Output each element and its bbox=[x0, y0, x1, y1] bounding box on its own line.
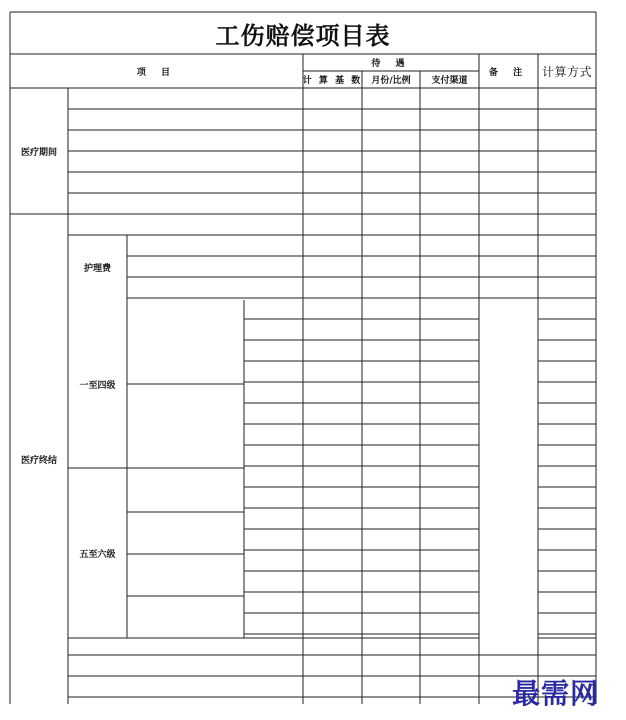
group-nursing-fee: 护理费 bbox=[83, 264, 111, 274]
header-method: 计算方式 bbox=[541, 64, 592, 79]
group-grade-5-6: 五至六级 bbox=[79, 549, 116, 560]
group-medical-end: 医疗终结 bbox=[20, 455, 57, 466]
header-channel: 支付渠道 bbox=[431, 76, 468, 86]
group-grade-1-4: 一至四级 bbox=[79, 380, 116, 391]
header-base: 计 算 基 数 bbox=[302, 76, 363, 86]
header-remark: 备 注 bbox=[488, 67, 529, 78]
group-medical-period: 医疗期间 bbox=[20, 147, 57, 158]
header-item: 项 目 bbox=[136, 67, 177, 78]
header-benefit: 待 遇 bbox=[371, 59, 411, 69]
header-ratio: 月份/比例 bbox=[371, 76, 411, 86]
table-title: 工伤赔偿项目表 bbox=[215, 21, 391, 50]
watermark-logo: 最需网 bbox=[512, 677, 600, 710]
